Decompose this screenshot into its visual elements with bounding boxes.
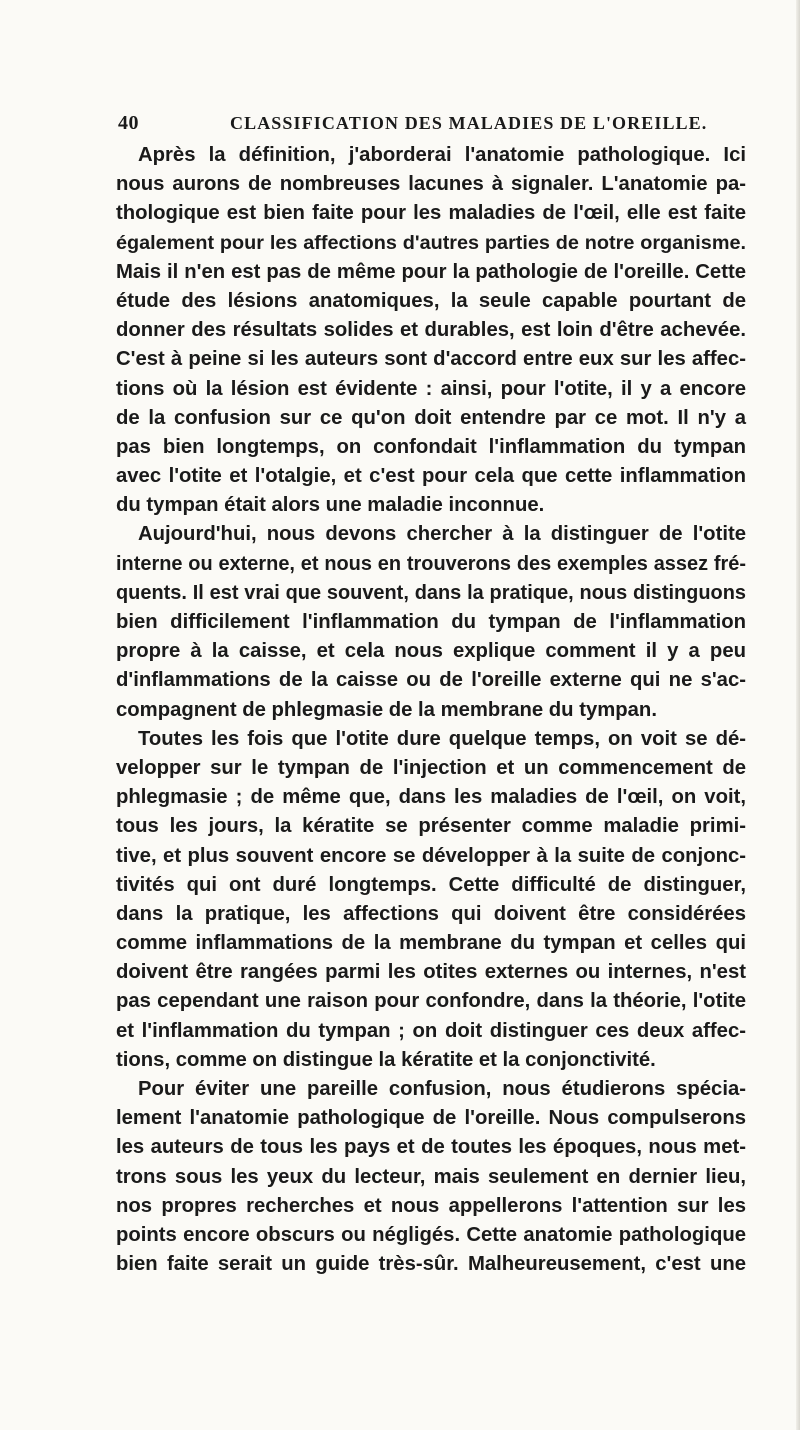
- text-line-5: Mais il n'en est pas de même pour la pathologie de l'oreille. Cette: [116, 260, 746, 283]
- text-line-3: thologique est bien faite pour les maladies de l'œil, elle est faite: [116, 202, 746, 225]
- text-line-16: quents. Il est vrai que souvent, dans la pratique, nous distinguons: [116, 581, 746, 604]
- text-line-4: également pour les affections d'autres parties de notre organisme.: [116, 231, 746, 254]
- text-line-7: donner des résultats solides et durables, est loin d'être achevée.: [116, 319, 746, 342]
- text-line-32: tions, comme on distingue la kératite et la conjonctivité.: [116, 1048, 656, 1071]
- text-line-10: de la confusion sur ce qu'on doit entendre par ce mot. Il n'y a: [116, 406, 746, 429]
- text-line-18: propre à la caisse, et cela nous explique comment il y a peu: [116, 640, 746, 663]
- running-head: [118, 111, 738, 135]
- text-line-6: étude des lésions anatomiques, la seule capable pourtant de: [116, 289, 746, 312]
- text-line-1: Après la définition, j'aborderai l'anatomie pathologique. Ici: [138, 144, 746, 166]
- text-line-8: C'est à peine si les auteurs sont d'accord entre eux sur les affec-: [116, 348, 746, 371]
- text-line-25: tive, et plus souvent encore se développer à la suite de conjonc-: [116, 844, 746, 867]
- page-edge-shadow: [796, 0, 800, 1430]
- text-line-37: nos propres recherches et nous appellerons l'attention sur les: [116, 1194, 746, 1217]
- text-line-31: et l'inflammation du tympan ; on doit distinguer ces deux affec-: [116, 1019, 746, 1042]
- text-line-26: tivités qui ont duré longtemps. Cette difficulté de distinguer,: [116, 873, 746, 896]
- text-line-30: pas cependant une raison pour confondre, dans la théorie, l'otite: [116, 990, 746, 1013]
- text-line-38: points encore obscurs ou négligés. Cette anatomie pathologique: [116, 1223, 746, 1246]
- text-line-29: doivent être rangées parmi les otites externes ou internes, n'est: [116, 961, 746, 984]
- text-line-14: Aujourd'hui, nous devons chercher à la distinguer de l'otite: [138, 523, 746, 546]
- text-line-36: trons sous les yeux du lecteur, mais seulement en dernier lieu,: [116, 1165, 746, 1188]
- text-line-15: interne ou externe, et nous en trouverons des exemples assez fré-: [116, 552, 746, 575]
- text-line-39: bien faite serait un guide très-sûr. Malheureusement, c'est une: [116, 1253, 746, 1276]
- text-line-28: comme inflammations de la membrane du tympan et celles qui: [116, 932, 746, 955]
- text-line-35: les auteurs de tous les pays et de toutes les époques, nous met-: [116, 1136, 746, 1159]
- text-line-21: Toutes les fois que l'otite dure quelque temps, on voit se dé-: [138, 727, 746, 750]
- body-text: [116, 141, 746, 1279]
- page-header-title: CLASSIFICATION DES MALADIES DE L'OREILLE.: [230, 113, 708, 133]
- text-line-2: nous aurons de nombreuses lacunes à signaler. L'anatomie pa-: [116, 173, 746, 196]
- text-line-23: phlegmasie ; de même que, dans les maladies de l'œil, on voit,: [116, 786, 746, 809]
- text-line-27: dans la pratique, les affections qui doivent être considérées: [116, 902, 746, 925]
- text-line-20: compagnent de phlegmasie de la membrane du tympan.: [116, 698, 657, 721]
- text-line-12: avec l'otite et l'otalgie, et c'est pour cela que cette inflammation: [116, 465, 746, 488]
- text-line-24: tous les jours, la kératite se présenter comme maladie primi-: [116, 815, 746, 838]
- text-line-17: bien difficilement l'inflammation du tympan de l'inflammation: [116, 611, 746, 633]
- text-line-34: lement l'anatomie pathologique de l'oreille. Nous compulserons: [116, 1107, 746, 1130]
- text-line-19: d'inflammations de la caisse ou de l'oreille externe qui ne s'ac-: [116, 669, 746, 692]
- text-line-11: pas bien longtemps, on confondait l'inflammation du tympan: [116, 435, 746, 458]
- text-line-9: tions où la lésion est évidente : ainsi, pour l'otite, il y a encore: [116, 377, 746, 400]
- page-number: 40: [118, 112, 139, 134]
- text-line-33: Pour éviter une pareille confusion, nous étudierons spécia-: [138, 1078, 746, 1100]
- text-line-13: du tympan était alors une maladie inconnue.: [116, 494, 545, 517]
- text-line-22: velopper sur le tympan de l'injection et un commencement de: [116, 756, 746, 779]
